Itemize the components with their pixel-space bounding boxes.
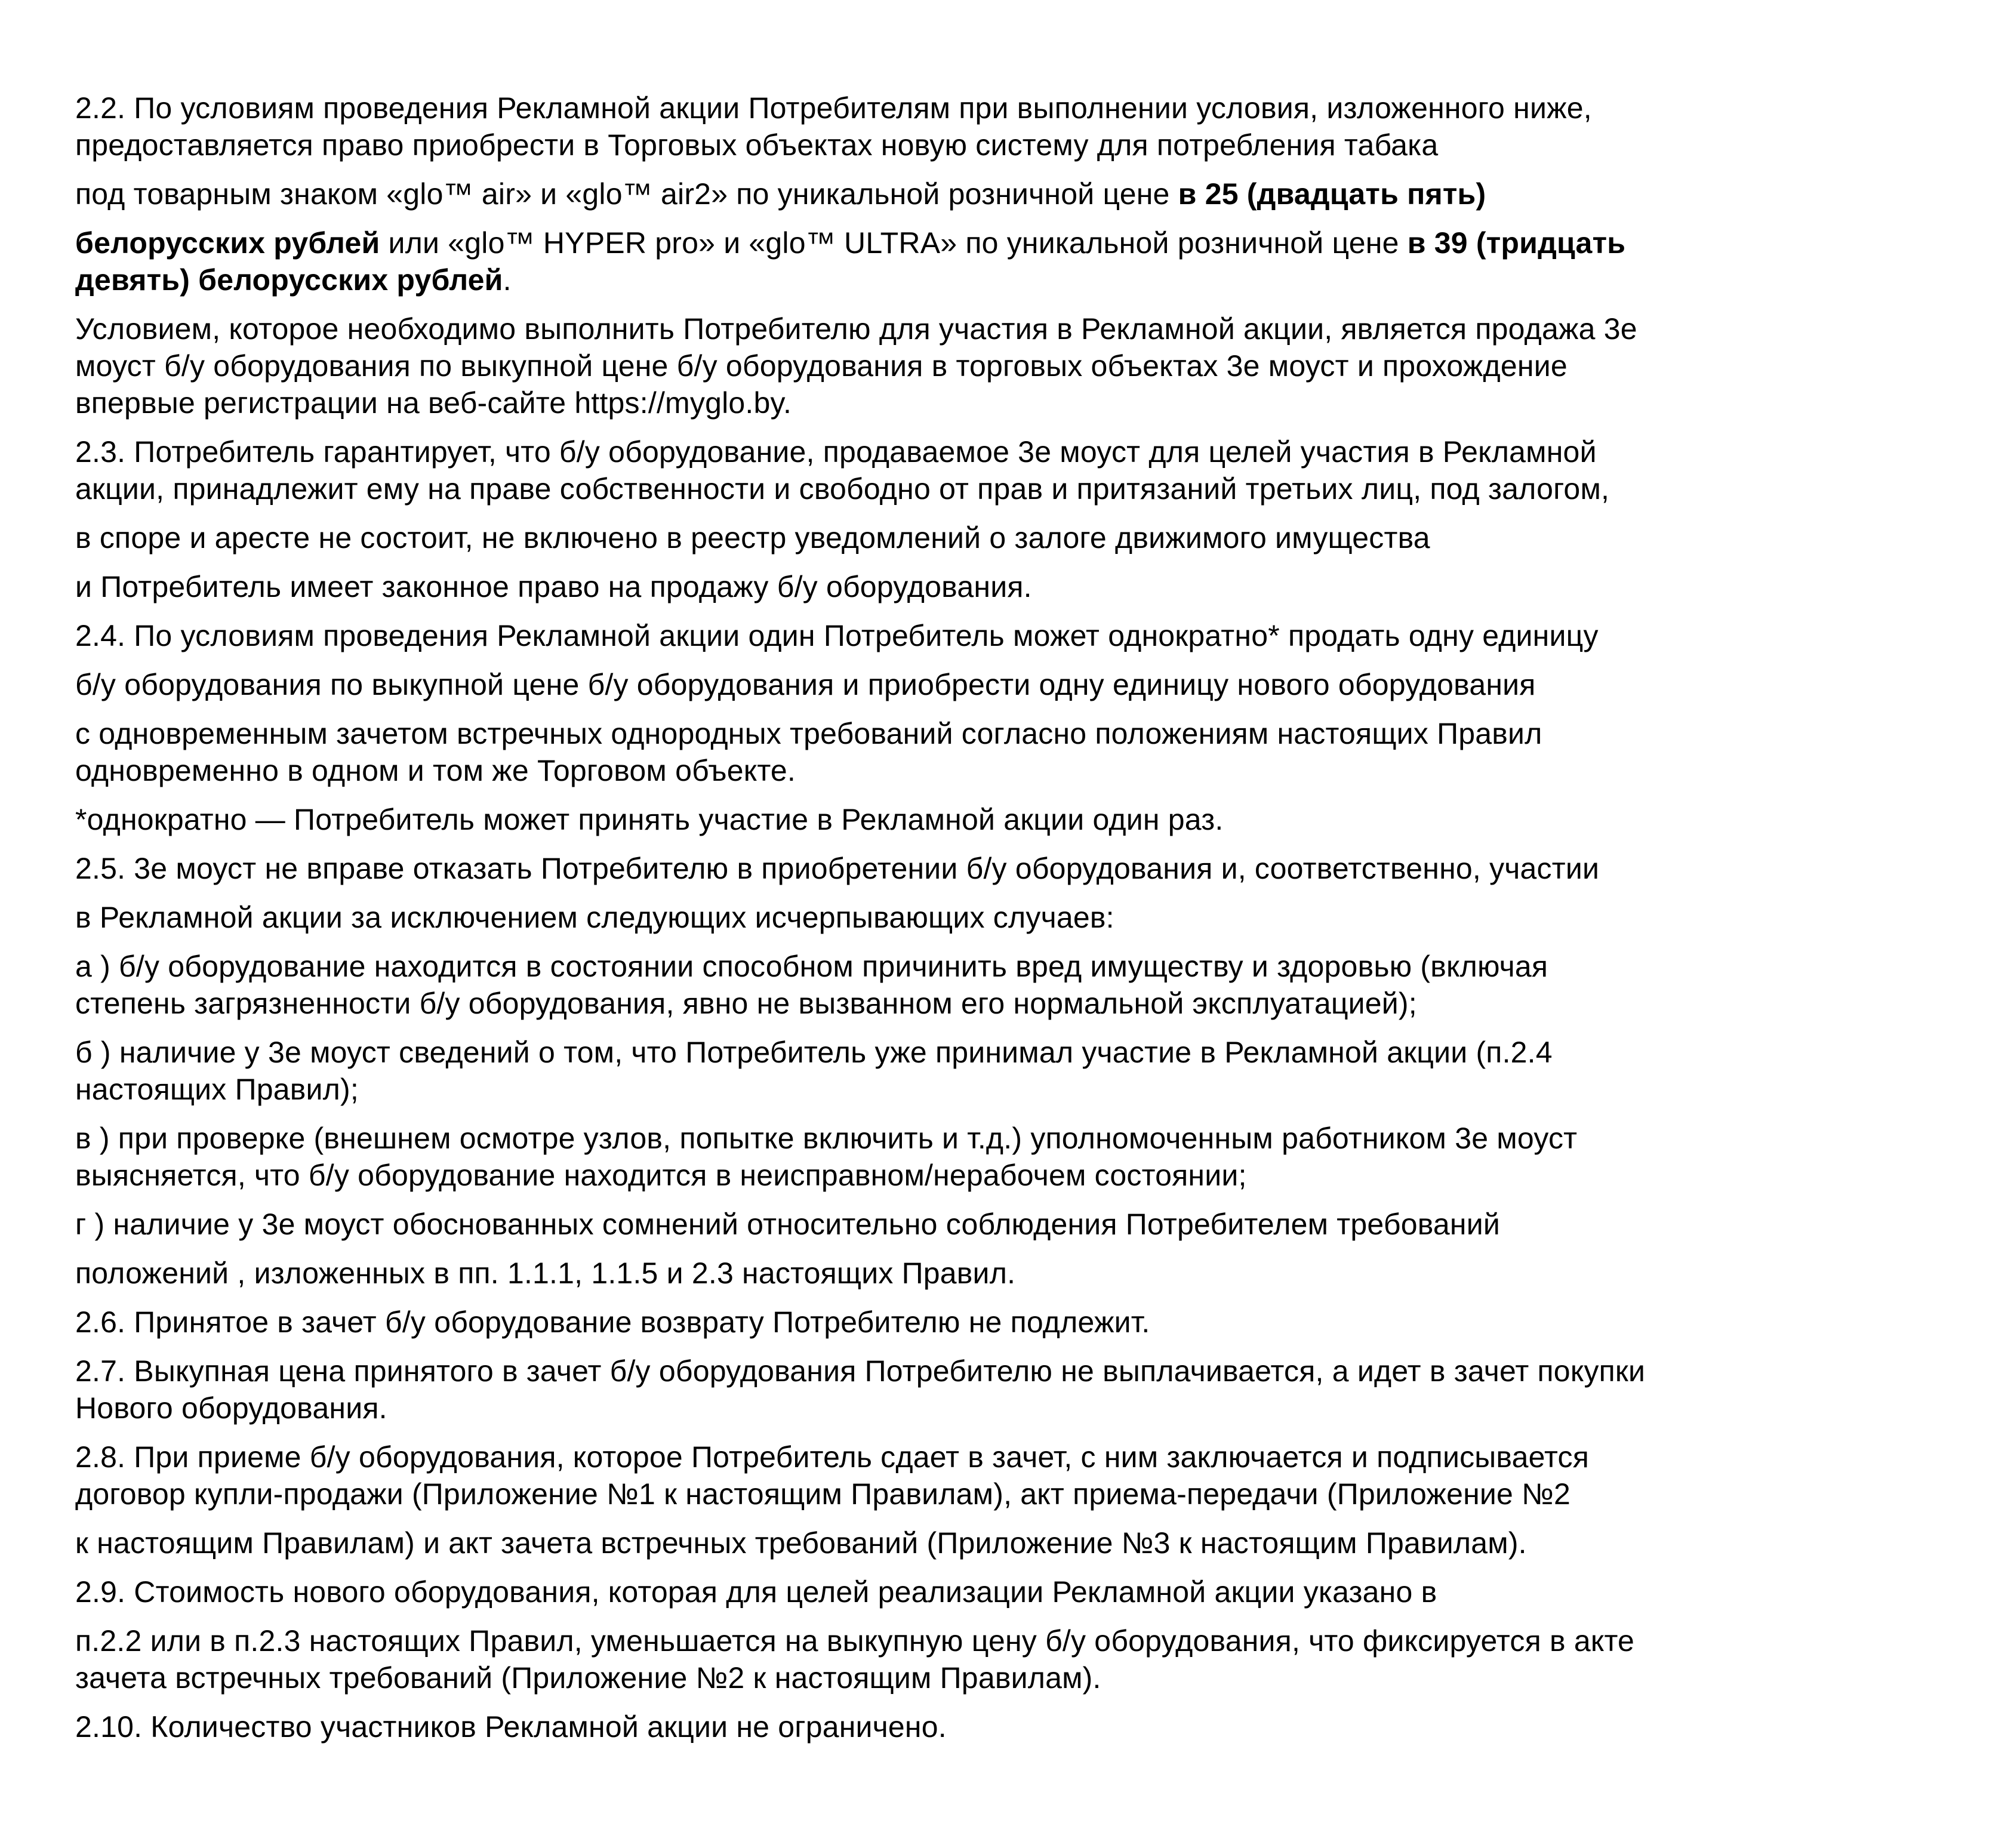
clause-2-8-line-2: договор купли-продажи (Приложение №1 к настоящим Правилам), акт приема-передачи (Приложение №2 xyxy=(75,1477,1570,1511)
clause-2-5-line-1: 2.5. 3е моуст не вправе отказать Потребителю в приобретении б/у оборудования и, соответственно, участии xyxy=(75,852,1600,885)
clause-2-2-line-5: девять) белорусских рублей. xyxy=(75,263,512,297)
clause-2-4-line-2: б/у оборудования по выкупной цене б/у оборудования и приобрести одну единицу нового оборудования xyxy=(75,668,1536,701)
case-a-line-1: а ) б/у оборудование находится в состоянии способном причинить вред имуществу и здоровью (включая xyxy=(75,950,1548,983)
clause-2-2-line-1: 2.2. По условиям проведения Рекламной акции Потребителям при выполнении условия, изложенного ниже, xyxy=(75,91,1592,125)
case-a-line-2: степень загрязненности б/у оборудования, явно не вызванном его нормальной эксплуатацией); xyxy=(75,987,1417,1020)
clause-2-2-line-2: предоставляется право приобрести в Торговых объектах новую систему для потребления табака xyxy=(75,128,1439,162)
clause-2-9-line-3: зачета встречных требований (Приложение №2 к настоящим Правилам). xyxy=(75,1661,1101,1695)
clause-2-8-line-3: к настоящим Правилам) и акт зачета встречных требований (Приложение №3 к настоящим Правилам). xyxy=(75,1526,1527,1560)
case-b-line-2: настоящих Правил); xyxy=(75,1073,359,1106)
case-v-line-1: в ) при проверке (внешнем осмотре узлов, попытке включить и т.д.) уполномоченным работником 3е моуст xyxy=(75,1122,1578,1155)
clause-2-9-line-1: 2.9. Стоимость нового оборудования, которая для целей реализации Рекламной акции указано в xyxy=(75,1575,1437,1609)
clause-2-3-line-4: и Потребитель имеет законное право на продажу б/у оборудования. xyxy=(75,570,1032,603)
currency-bold: белорусских рублей xyxy=(75,226,380,260)
terms-document xyxy=(75,90,1961,1745)
clause-2-10: 2.10. Количество участников Рекламной акции не ограничено. xyxy=(75,1710,947,1744)
case-b-line-1: б ) наличие у 3е моуст сведений о том, что Потребитель уже принимал участие в Рекламной акции (п.2.4 xyxy=(75,1036,1553,1069)
clause-2-5-line-2: в Рекламной акции за исключением следующих исчерпывающих случаев: xyxy=(75,901,1114,934)
clause-2-3-line-3: в споре и аресте не состоит, не включено в реестр уведомлений о залоге движимого имущества xyxy=(75,521,1430,555)
footnote-once: *однократно — Потребитель может принять участие в Рекламной акции один раз. xyxy=(75,803,1224,836)
condition-line-2: моуст б/у оборудования по выкупной цене б/у оборудования в торговых объектах 3е моуст и прохождение xyxy=(75,349,1568,383)
clause-2-9-line-2: п.2.2 или в п.2.3 настоящих Правил, уменьшается на выкупную цену б/у оборудования, что фиксируется в акте xyxy=(75,1624,1635,1658)
clause-2-4-line-3: с одновременным зачетом встречных однородных требований согласно положениям настоящих Правил xyxy=(75,717,1542,750)
clause-2-4-line-4: одновременно в одном и том же Торговом объекте. xyxy=(75,754,796,787)
case-g-line-2: положений , изложенных в пп. 1.1.1, 1.1.5 и 2.3 настоящих Правил. xyxy=(75,1256,1016,1290)
clause-2-7-line-1: 2.7. Выкупная цена принятого в зачет б/у оборудования Потребителю не выплачивается, а идет в зачет покупки xyxy=(75,1354,1646,1388)
clause-2-2-line-3: под товарным знаком «glo™ air» и «glo™ air2» по уникальной розничной цене в 25 (двадцать пять) xyxy=(75,177,1486,211)
condition-line-1: Условием, которое необходимо выполнить Потребителю для участия в Рекламной акции, является продажа 3е xyxy=(75,312,1637,346)
condition-line-3: впервые регистрации на веб-сайте https://myglo.by. xyxy=(75,386,792,420)
price-39-continuation-bold: девять) белорусских рублей xyxy=(75,263,503,297)
case-v-line-2: выясняется, что б/у оборудование находится в неисправном/нерабочем состоянии; xyxy=(75,1159,1247,1192)
price-39-bold: в 39 (тридцать xyxy=(1407,226,1626,260)
clause-2-8-line-1: 2.8. При приеме б/у оборудования, которое Потребитель сдает в зачет, с ним заключается и подписывается xyxy=(75,1440,1589,1474)
clause-2-3-line-1: 2.3. Потребитель гарантирует, что б/у оборудование, продаваемое 3е моуст для целей участия в Рекламной xyxy=(75,435,1597,469)
case-g-line-1: г ) наличие у 3е моуст обоснованных сомнений относительно соблюдения Потребителем требований xyxy=(75,1208,1500,1241)
clause-2-2-line-4: белорусских рублей или «glo™ HYPER pro» и «glo™ ULTRA» по уникальной розничной цене в 39 (тридцать xyxy=(75,226,1626,260)
clause-2-4-line-1: 2.4. По условиям проведения Рекламной акции один Потребитель может однократно* продать одну единицу xyxy=(75,619,1599,652)
price-25-bold: в 25 (двадцать пять) xyxy=(1178,177,1486,211)
clause-2-6: 2.6. Принятое в зачет б/у оборудование возврату Потребителю не подлежит. xyxy=(75,1305,1150,1339)
clause-2-3-line-2: акции, принадлежит ему на праве собственности и свободно от прав и притязаний третьих лиц, под залогом, xyxy=(75,472,1610,506)
clause-2-7-line-2: Нового оборудования. xyxy=(75,1391,387,1425)
